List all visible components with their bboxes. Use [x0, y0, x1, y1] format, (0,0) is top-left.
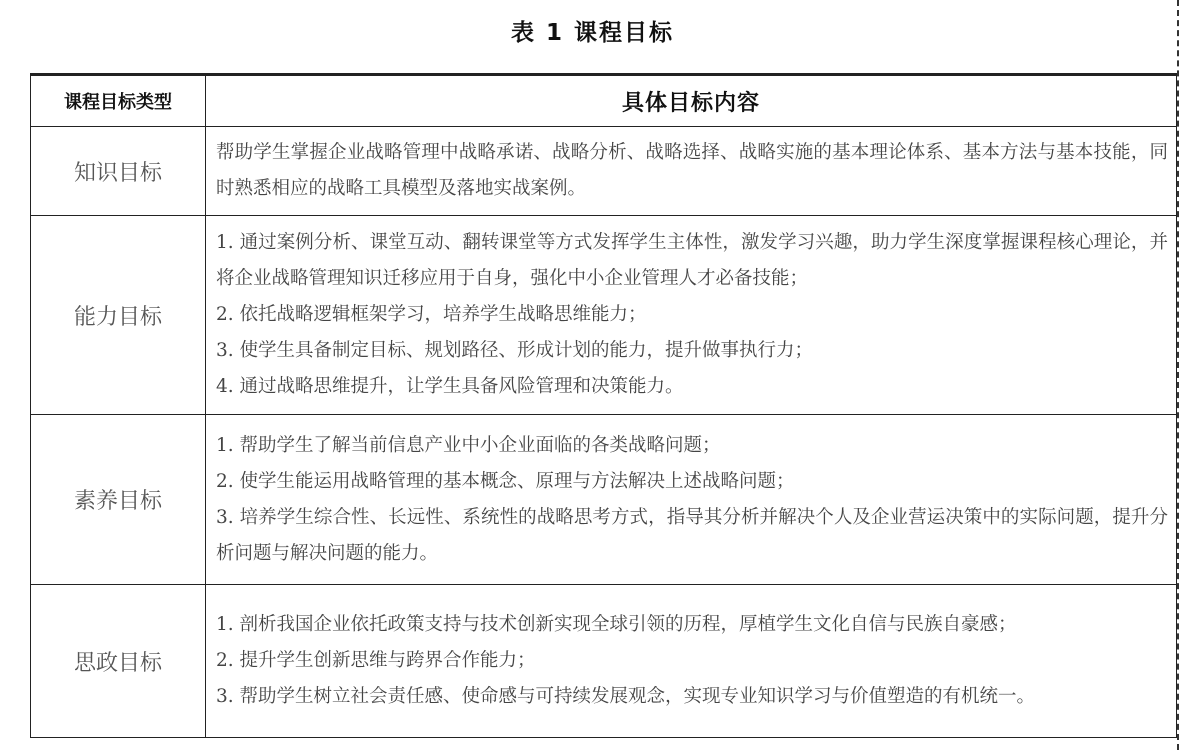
table-row-ideology	[31, 585, 1177, 738]
goal-item: 3. 帮助学生树立社会责任感、使命感与可持续发展观念，实现专业知识学习与价值塑造的有机统一。	[216, 686, 1036, 707]
goal-item: 2. 使学生能运用战略管理的基本概念、原理与方法解决上述战略问题；	[216, 470, 795, 492]
goal-item: 1. 剖析我国企业依托政策支持与技术创新实现全球引领的历程，厚植学生文化自信与民族自豪感；	[216, 614, 1017, 635]
goal-type-cell: 知识目标	[31, 127, 206, 216]
goal-content-cell	[206, 585, 1177, 738]
header-goal-content: 具体目标内容	[206, 75, 1177, 127]
goal-type-cell: 素养目标	[31, 415, 206, 585]
page-boundary-dashed-line	[1177, 0, 1179, 750]
course-goals-table	[30, 73, 1177, 738]
goal-item: 1. 帮助学生了解当前信息产业中小企业面临的各类战略问题；	[216, 434, 721, 456]
goal-type-cell: 思政目标	[31, 585, 206, 738]
goal-item: 1. 通过案例分析、课堂互动、翻转课堂等方式发挥学生主体性，激发学习兴趣，助力学生深度掌握课程核心理论，并将企业战略管理知识迁移应用于自身，强化中小企业管理人才必备技能；	[216, 232, 1168, 289]
table-row-literacy	[31, 415, 1177, 585]
table-title: 表 1 课程目标	[510, 20, 675, 46]
goal-item: 2. 提升学生创新思维与跨界合作能力；	[216, 650, 536, 671]
table-row-ability	[31, 216, 1177, 415]
table-row-knowledge	[31, 127, 1177, 216]
header-goal-type: 课程目标类型	[31, 75, 206, 127]
goal-item: 3. 使学生具备制定目标、规划路径、形成计划的能力，提升做事执行力；	[216, 340, 814, 361]
goal-content-cell	[206, 415, 1177, 585]
table-header-row	[31, 75, 1177, 127]
goal-item: 4. 通过战略思维提升，让学生具备风险管理和决策能力。	[216, 376, 684, 397]
goal-type-cell: 能力目标	[31, 216, 206, 415]
goal-item: 3. 培养学生综合性、长远性、系统性的战略思考方式，指导其分析并解决个人及企业营运决策中的实际问题，提升分析问题与解决问题的能力。	[216, 506, 1168, 564]
goal-item: 2. 依托战略逻辑框架学习，培养学生战略思维能力；	[216, 304, 647, 325]
goal-item: 帮助学生掌握企业战略管理中战略承诺、战略分析、战略选择、战略实施的基本理论体系、基本方法与基本技能，同时熟悉相应的战略工具模型及落地实战案例。	[216, 142, 1168, 199]
goal-content-cell	[206, 216, 1177, 415]
goal-content-cell	[206, 127, 1177, 216]
